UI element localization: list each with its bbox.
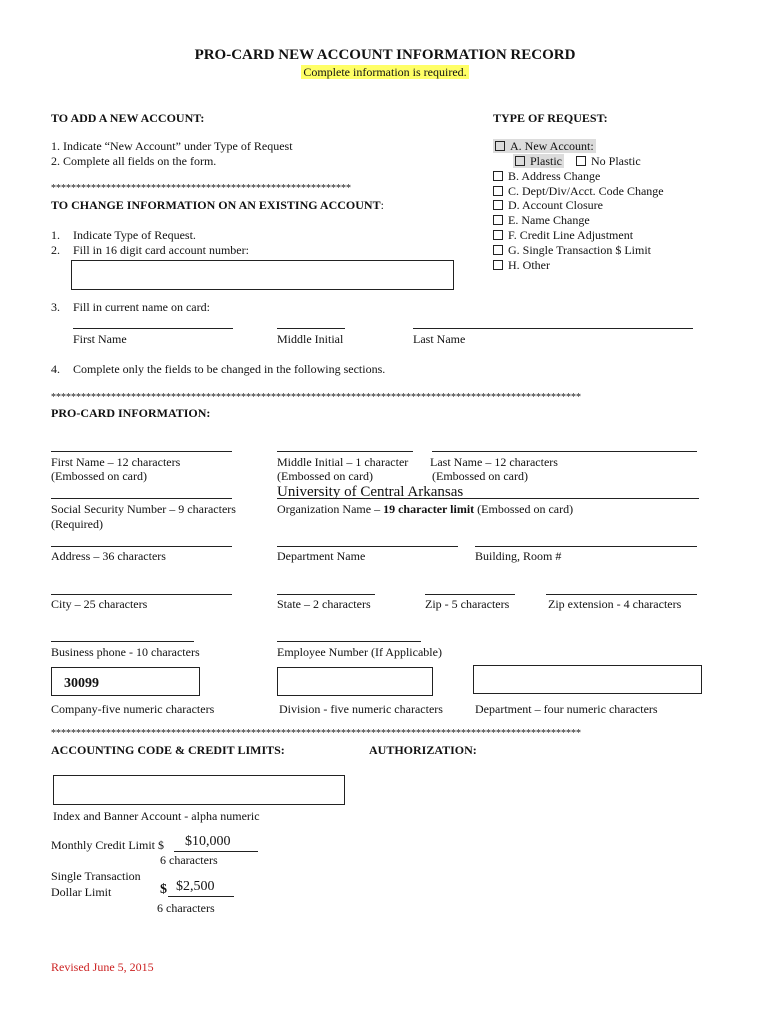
city-label: City – 25 characters (51, 597, 148, 611)
state-line[interactable] (277, 594, 375, 595)
company-input[interactable]: 30099 (51, 667, 200, 696)
building-line[interactable] (475, 546, 697, 547)
first-name-note: (Embossed on card) (51, 469, 147, 483)
divider-stars: ********************************************************************************************************** (51, 392, 581, 403)
plastic-checkbox[interactable] (515, 156, 525, 166)
single-limit-label-1: Single Transaction (51, 869, 141, 883)
single-limit-label-2: Dollar Limit (51, 885, 112, 899)
change-step-3: Fill in current name on card: (73, 300, 210, 314)
change-step-4-num: 4. (51, 362, 60, 376)
current-middle-initial-label: Middle Initial (277, 332, 344, 346)
first-name-label: First Name – 12 characters (51, 455, 181, 469)
department-input[interactable] (473, 665, 702, 694)
index-account-input[interactable] (53, 775, 345, 805)
city-line[interactable] (51, 594, 232, 595)
revised-date: Revised June 5, 2015 (51, 960, 154, 974)
add-account-heading: TO ADD A NEW ACCOUNT: (51, 111, 205, 125)
checkbox-icon[interactable] (493, 171, 503, 181)
single-limit-value[interactable]: $2,500 (176, 879, 215, 894)
middle-initial-label: Middle Initial – 1 character (277, 455, 409, 469)
no-plastic-checkbox[interactable] (576, 156, 586, 166)
change-step-4: Complete only the fields to be changed in the following sections. (73, 362, 386, 376)
department-label: Department – four numeric characters (475, 702, 658, 716)
procard-heading: PRO-CARD INFORMATION: (51, 406, 211, 420)
zip-label: Zip - 5 characters (425, 597, 510, 611)
change-step-1-num: 1. (51, 228, 60, 242)
current-first-name-line[interactable] (73, 328, 233, 329)
accounting-heading: ACCOUNTING CODE & CREDIT LIMITS: (51, 743, 285, 757)
checkbox-icon[interactable] (493, 245, 503, 255)
address-line[interactable] (51, 546, 232, 547)
change-step-2-num: 2. (51, 243, 60, 257)
single-limit-dollar: $ (160, 882, 167, 897)
middle-initial-line[interactable] (277, 451, 413, 452)
single-limit-line[interactable] (168, 896, 234, 897)
company-label: Company-five numeric characters (51, 702, 215, 716)
single-limit-note: 6 characters (157, 901, 215, 915)
checkbox-icon[interactable] (493, 230, 503, 240)
card-number-input[interactable] (71, 260, 454, 290)
change-account-heading: TO CHANGE INFORMATION ON AN EXISTING ACCOUNT: (51, 198, 384, 212)
request-option-closure[interactable]: D. Account Closure (493, 198, 603, 213)
request-option-code-change[interactable]: C. Dept/Div/Acct. Code Change (493, 184, 664, 199)
phone-line[interactable] (51, 641, 194, 642)
building-label: Building, Room # (475, 549, 562, 563)
monthly-limit-label: Monthly Credit Limit $ (51, 838, 164, 852)
organization-name-line[interactable] (277, 498, 699, 499)
department-name-line[interactable] (277, 546, 458, 547)
last-name-line[interactable] (432, 451, 697, 452)
current-last-name-line[interactable] (413, 328, 693, 329)
monthly-limit-line[interactable] (174, 851, 258, 852)
request-option-address-change[interactable]: B. Address Change (493, 169, 600, 184)
subtitle (0, 65, 770, 80)
phone-label: Business phone - 10 characters (51, 645, 200, 659)
request-option-name-change[interactable]: E. Name Change (493, 213, 590, 228)
last-name-note: (Embossed on card) (432, 469, 528, 483)
request-option-credit-line[interactable]: F. Credit Line Adjustment (493, 228, 633, 243)
ssn-line[interactable] (51, 498, 232, 499)
address-label: Address – 36 characters (51, 549, 166, 563)
required-notice: Complete information is required. (303, 65, 467, 79)
monthly-limit-note: 6 characters (160, 853, 218, 867)
checkbox-icon[interactable] (493, 215, 503, 225)
division-label: Division - five numeric characters (279, 702, 443, 716)
division-input[interactable] (277, 667, 433, 696)
current-last-name-label: Last Name (413, 332, 466, 346)
monthly-limit-value[interactable]: $10,000 (185, 834, 231, 849)
add-step-2: 2. Complete all fields on the form. (51, 154, 217, 168)
last-name-label: Last Name – 12 characters (430, 455, 558, 469)
state-label: State – 2 characters (277, 597, 371, 611)
request-option-single-limit[interactable]: G. Single Transaction $ Limit (493, 243, 651, 258)
first-name-line[interactable] (51, 451, 232, 452)
request-option-new-account[interactable]: A. New Account: (493, 139, 596, 154)
checkbox-icon[interactable] (493, 260, 503, 270)
plastic-options: Plastic No Plastic (513, 154, 641, 169)
ssn-note: (Required) (51, 517, 103, 531)
zip-line[interactable] (425, 594, 515, 595)
organization-name-value[interactable]: University of Central Arkansas (277, 484, 464, 500)
add-step-1: 1. Indicate “New Account” under Type of Request (51, 139, 293, 153)
zip-extension-label: Zip extension - 4 characters (548, 597, 682, 611)
current-first-name-label: First Name (73, 332, 127, 346)
department-name-label: Department Name (277, 549, 366, 563)
index-account-label: Index and Banner Account - alpha numeric (53, 809, 260, 823)
employee-number-label: Employee Number (If Applicable) (277, 645, 442, 659)
employee-number-line[interactable] (277, 641, 421, 642)
organization-name-label: Organization Name – 19 character limit (Embossed on card) (277, 502, 574, 516)
zip-extension-line[interactable] (546, 594, 697, 595)
checkbox-icon[interactable] (493, 186, 503, 196)
change-step-3-num: 3. (51, 300, 60, 314)
authorization-heading: AUTHORIZATION: (369, 743, 477, 757)
change-step-1: Indicate Type of Request. (73, 228, 196, 242)
middle-initial-note: (Embossed on card) (277, 469, 373, 483)
divider-stars: ********************************************************************************************************** (51, 728, 581, 739)
current-middle-initial-line[interactable] (277, 328, 345, 329)
ssn-label: Social Security Number – 9 characters (51, 502, 236, 516)
request-option-other[interactable]: H. Other (493, 258, 550, 273)
change-step-2: Fill in 16 digit card account number: (73, 243, 249, 257)
divider-stars: ************************************************************ (51, 183, 351, 194)
checkbox-icon[interactable] (493, 200, 503, 210)
page-title: PRO-CARD NEW ACCOUNT INFORMATION RECORD (194, 47, 576, 63)
request-type-heading: TYPE OF REQUEST: (493, 111, 608, 125)
checkbox-icon[interactable] (495, 141, 505, 151)
